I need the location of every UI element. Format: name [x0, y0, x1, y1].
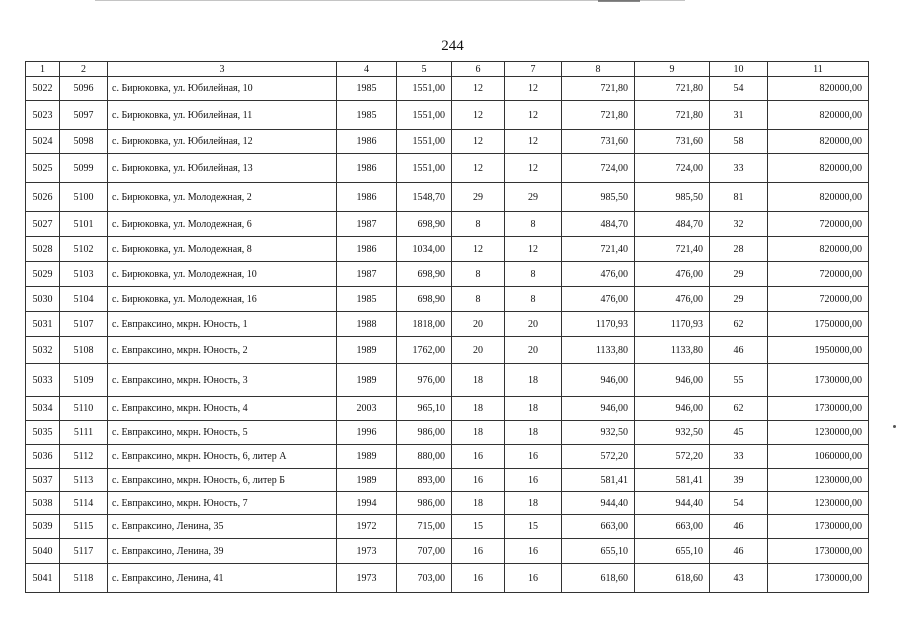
page-number: 244 [441, 38, 464, 54]
column-header: 3 [108, 62, 337, 77]
area-cell: 965,10 [397, 397, 452, 421]
column-header: 10 [710, 62, 768, 77]
column-6-cell: 8 [452, 212, 505, 237]
column-9-cell: 944,40 [635, 492, 710, 515]
column-6-cell: 16 [452, 445, 505, 469]
column-9-cell: 663,00 [635, 515, 710, 539]
address-cell: с. Евпраксино, мкрн. Юность, 6, литер А [108, 445, 337, 469]
area-cell: 1762,00 [397, 337, 452, 364]
table-row [26, 421, 869, 445]
column-9-cell: 476,00 [635, 262, 710, 287]
column-header: 2 [60, 62, 108, 77]
year-cell: 1973 [337, 539, 397, 564]
table-row [26, 130, 869, 154]
column-7-cell: 16 [505, 469, 562, 492]
row-number-cell: 5037 [26, 469, 60, 492]
column-6-cell: 15 [452, 515, 505, 539]
column-6-cell: 20 [452, 337, 505, 364]
column-7-cell: 8 [505, 262, 562, 287]
column-7-cell: 15 [505, 515, 562, 539]
column-8-cell: 618,60 [562, 564, 635, 593]
column-8-cell: 932,50 [562, 421, 635, 445]
value-cell: 720000,00 [768, 287, 869, 312]
table-row [26, 469, 869, 492]
registry-number-cell: 5099 [60, 154, 108, 183]
registry-number-cell: 5096 [60, 77, 108, 101]
registry-number-cell: 5113 [60, 469, 108, 492]
column-6-cell: 12 [452, 237, 505, 262]
column-header: 4 [337, 62, 397, 77]
area-cell: 703,00 [397, 564, 452, 593]
value-cell: 1230000,00 [768, 469, 869, 492]
scan-artifact-dot [893, 425, 896, 428]
address-cell: с. Евпраксино, мкрн. Юность, 2 [108, 337, 337, 364]
value-cell: 1950000,00 [768, 337, 869, 364]
table-row [26, 183, 869, 212]
table-row [26, 287, 869, 312]
column-7-cell: 20 [505, 337, 562, 364]
column-6-cell: 16 [452, 469, 505, 492]
address-cell: с. Евпраксино, Ленина, 39 [108, 539, 337, 564]
table-row [26, 101, 869, 130]
value-cell: 820000,00 [768, 237, 869, 262]
scan-artifact-top [95, 0, 685, 1]
row-number-cell: 5038 [26, 492, 60, 515]
registry-number-cell: 5103 [60, 262, 108, 287]
value-cell: 1730000,00 [768, 564, 869, 593]
column-8-cell: 476,00 [562, 262, 635, 287]
column-header: 5 [397, 62, 452, 77]
year-cell: 1994 [337, 492, 397, 515]
value-cell: 820000,00 [768, 183, 869, 212]
value-cell: 720000,00 [768, 212, 869, 237]
table-row [26, 397, 869, 421]
table-row [26, 445, 869, 469]
column-8-cell: 721,80 [562, 77, 635, 101]
column-header: 1 [26, 62, 60, 77]
year-cell: 1988 [337, 312, 397, 337]
year-cell: 1973 [337, 564, 397, 593]
table-row [26, 237, 869, 262]
row-number-cell: 5022 [26, 77, 60, 101]
column-10-cell: 46 [710, 539, 768, 564]
value-cell: 820000,00 [768, 101, 869, 130]
column-9-cell: 484,70 [635, 212, 710, 237]
registry-number-cell: 5102 [60, 237, 108, 262]
area-cell: 976,00 [397, 364, 452, 397]
year-cell: 1989 [337, 364, 397, 397]
column-7-cell: 12 [505, 77, 562, 101]
value-cell: 820000,00 [768, 130, 869, 154]
column-7-cell: 18 [505, 421, 562, 445]
column-10-cell: 46 [710, 515, 768, 539]
year-cell: 1987 [337, 262, 397, 287]
column-10-cell: 55 [710, 364, 768, 397]
registry-number-cell: 5108 [60, 337, 108, 364]
address-cell: с. Бирюковка, ул. Юбилейная, 11 [108, 101, 337, 130]
column-7-cell: 12 [505, 101, 562, 130]
column-7-cell: 18 [505, 492, 562, 515]
registry-number-cell: 5112 [60, 445, 108, 469]
area-cell: 715,00 [397, 515, 452, 539]
row-number-cell: 5036 [26, 445, 60, 469]
row-number-cell: 5033 [26, 364, 60, 397]
column-7-cell: 12 [505, 154, 562, 183]
column-10-cell: 43 [710, 564, 768, 593]
column-9-cell: 932,50 [635, 421, 710, 445]
year-cell: 1986 [337, 130, 397, 154]
column-9-cell: 1170,93 [635, 312, 710, 337]
year-cell: 1972 [337, 515, 397, 539]
column-9-cell: 721,80 [635, 101, 710, 130]
column-10-cell: 33 [710, 154, 768, 183]
column-9-cell: 476,00 [635, 287, 710, 312]
column-6-cell: 12 [452, 101, 505, 130]
area-cell: 1551,00 [397, 101, 452, 130]
area-cell: 698,90 [397, 212, 452, 237]
registry-number-cell: 5109 [60, 364, 108, 397]
registry-number-cell: 5107 [60, 312, 108, 337]
address-cell: с. Бирюковка, ул. Юбилейная, 13 [108, 154, 337, 183]
column-10-cell: 33 [710, 445, 768, 469]
column-7-cell: 18 [505, 397, 562, 421]
column-10-cell: 39 [710, 469, 768, 492]
year-cell: 1996 [337, 421, 397, 445]
value-cell: 1750000,00 [768, 312, 869, 337]
table-row [26, 154, 869, 183]
column-10-cell: 32 [710, 212, 768, 237]
address-cell: с. Евпраксино, мкрн. Юность, 4 [108, 397, 337, 421]
area-cell: 1034,00 [397, 237, 452, 262]
row-number-cell: 5023 [26, 101, 60, 130]
column-9-cell: 946,00 [635, 364, 710, 397]
table-row [26, 212, 869, 237]
column-9-cell: 731,60 [635, 130, 710, 154]
column-9-cell: 721,40 [635, 237, 710, 262]
column-6-cell: 29 [452, 183, 505, 212]
year-cell: 1986 [337, 183, 397, 212]
row-number-cell: 5028 [26, 237, 60, 262]
column-8-cell: 721,80 [562, 101, 635, 130]
column-6-cell: 16 [452, 564, 505, 593]
row-number-cell: 5039 [26, 515, 60, 539]
address-cell: с. Бирюковка, ул. Молодежная, 16 [108, 287, 337, 312]
column-6-cell: 18 [452, 364, 505, 397]
column-7-cell: 29 [505, 183, 562, 212]
registry-number-cell: 5111 [60, 421, 108, 445]
value-cell: 820000,00 [768, 77, 869, 101]
column-9-cell: 985,50 [635, 183, 710, 212]
column-number-row [26, 62, 869, 77]
row-number-cell: 5030 [26, 287, 60, 312]
table-row [26, 492, 869, 515]
year-cell: 1989 [337, 469, 397, 492]
value-cell: 1230000,00 [768, 421, 869, 445]
registry-number-cell: 5114 [60, 492, 108, 515]
column-6-cell: 18 [452, 421, 505, 445]
value-cell: 1730000,00 [768, 364, 869, 397]
scan-artifact-mark [598, 0, 640, 2]
area-cell: 1548,70 [397, 183, 452, 212]
column-6-cell: 18 [452, 492, 505, 515]
column-8-cell: 655,10 [562, 539, 635, 564]
row-number-cell: 5025 [26, 154, 60, 183]
registry-number-cell: 5098 [60, 130, 108, 154]
address-cell: с. Бирюковка, ул. Юбилейная, 12 [108, 130, 337, 154]
column-9-cell: 655,10 [635, 539, 710, 564]
address-cell: с. Бирюковка, ул. Молодежная, 6 [108, 212, 337, 237]
area-cell: 1818,00 [397, 312, 452, 337]
column-8-cell: 484,70 [562, 212, 635, 237]
column-7-cell: 16 [505, 539, 562, 564]
area-cell: 1551,00 [397, 130, 452, 154]
area-cell: 880,00 [397, 445, 452, 469]
area-cell: 986,00 [397, 421, 452, 445]
value-cell: 1230000,00 [768, 492, 869, 515]
column-10-cell: 54 [710, 77, 768, 101]
column-6-cell: 12 [452, 154, 505, 183]
row-number-cell: 5029 [26, 262, 60, 287]
column-8-cell: 946,00 [562, 397, 635, 421]
address-cell: с. Евпраксино, Ленина, 41 [108, 564, 337, 593]
column-header: 11 [768, 62, 869, 77]
year-cell: 1985 [337, 77, 397, 101]
row-number-cell: 5026 [26, 183, 60, 212]
column-7-cell: 20 [505, 312, 562, 337]
column-header: 6 [452, 62, 505, 77]
year-cell: 1985 [337, 287, 397, 312]
column-8-cell: 1170,93 [562, 312, 635, 337]
address-cell: с. Евпраксино, мкрн. Юность, 6, литер Б [108, 469, 337, 492]
year-cell: 1989 [337, 445, 397, 469]
area-cell: 698,90 [397, 262, 452, 287]
value-cell: 1730000,00 [768, 515, 869, 539]
column-8-cell: 724,00 [562, 154, 635, 183]
value-cell: 820000,00 [768, 154, 869, 183]
column-9-cell: 721,80 [635, 77, 710, 101]
area-cell: 1551,00 [397, 154, 452, 183]
column-10-cell: 29 [710, 262, 768, 287]
column-8-cell: 581,41 [562, 469, 635, 492]
year-cell: 1989 [337, 337, 397, 364]
area-cell: 698,90 [397, 287, 452, 312]
registry-number-cell: 5115 [60, 515, 108, 539]
column-8-cell: 1133,80 [562, 337, 635, 364]
value-cell: 1730000,00 [768, 397, 869, 421]
year-cell: 1986 [337, 154, 397, 183]
year-cell: 2003 [337, 397, 397, 421]
column-8-cell: 721,40 [562, 237, 635, 262]
table-row [26, 337, 869, 364]
column-7-cell: 16 [505, 445, 562, 469]
column-7-cell: 8 [505, 212, 562, 237]
address-cell: с. Евпраксино, Ленина, 35 [108, 515, 337, 539]
table-row [26, 77, 869, 101]
column-7-cell: 8 [505, 287, 562, 312]
table-row [26, 312, 869, 337]
column-8-cell: 731,60 [562, 130, 635, 154]
column-8-cell: 572,20 [562, 445, 635, 469]
address-cell: с. Евпраксино, мкрн. Юность, 5 [108, 421, 337, 445]
column-7-cell: 12 [505, 237, 562, 262]
registry-number-cell: 5100 [60, 183, 108, 212]
year-cell: 1985 [337, 101, 397, 130]
column-9-cell: 1133,80 [635, 337, 710, 364]
table-row [26, 515, 869, 539]
address-cell: с. Евпраксино, мкрн. Юность, 7 [108, 492, 337, 515]
registry-table [25, 61, 869, 593]
column-7-cell: 12 [505, 130, 562, 154]
column-6-cell: 12 [452, 130, 505, 154]
row-number-cell: 5032 [26, 337, 60, 364]
area-cell: 986,00 [397, 492, 452, 515]
column-7-cell: 18 [505, 364, 562, 397]
column-10-cell: 58 [710, 130, 768, 154]
registry-number-cell: 5118 [60, 564, 108, 593]
address-cell: с. Евпраксино, мкрн. Юность, 1 [108, 312, 337, 337]
column-10-cell: 62 [710, 312, 768, 337]
year-cell: 1987 [337, 212, 397, 237]
address-cell: с. Бирюковка, ул. Юбилейная, 10 [108, 77, 337, 101]
row-number-cell: 5035 [26, 421, 60, 445]
column-8-cell: 663,00 [562, 515, 635, 539]
registry-number-cell: 5097 [60, 101, 108, 130]
table-row [26, 564, 869, 593]
row-number-cell: 5027 [26, 212, 60, 237]
column-9-cell: 946,00 [635, 397, 710, 421]
column-6-cell: 8 [452, 287, 505, 312]
address-cell: с. Бирюковка, ул. Молодежная, 10 [108, 262, 337, 287]
table-row [26, 364, 869, 397]
column-9-cell: 572,20 [635, 445, 710, 469]
row-number-cell: 5041 [26, 564, 60, 593]
column-header: 8 [562, 62, 635, 77]
table-row [26, 262, 869, 287]
column-10-cell: 81 [710, 183, 768, 212]
column-6-cell: 18 [452, 397, 505, 421]
column-9-cell: 581,41 [635, 469, 710, 492]
column-10-cell: 31 [710, 101, 768, 130]
column-10-cell: 45 [710, 421, 768, 445]
column-header: 9 [635, 62, 710, 77]
registry-number-cell: 5101 [60, 212, 108, 237]
value-cell: 1730000,00 [768, 539, 869, 564]
value-cell: 720000,00 [768, 262, 869, 287]
value-cell: 1060000,00 [768, 445, 869, 469]
column-10-cell: 54 [710, 492, 768, 515]
column-8-cell: 944,40 [562, 492, 635, 515]
year-cell: 1986 [337, 237, 397, 262]
area-cell: 893,00 [397, 469, 452, 492]
row-number-cell: 5040 [26, 539, 60, 564]
column-7-cell: 16 [505, 564, 562, 593]
column-8-cell: 946,00 [562, 364, 635, 397]
address-cell: с. Евпраксино, мкрн. Юность, 3 [108, 364, 337, 397]
area-cell: 1551,00 [397, 77, 452, 101]
column-8-cell: 476,00 [562, 287, 635, 312]
column-10-cell: 28 [710, 237, 768, 262]
row-number-cell: 5024 [26, 130, 60, 154]
column-9-cell: 724,00 [635, 154, 710, 183]
registry-number-cell: 5104 [60, 287, 108, 312]
column-6-cell: 20 [452, 312, 505, 337]
registry-number-cell: 5110 [60, 397, 108, 421]
area-cell: 707,00 [397, 539, 452, 564]
registry-number-cell: 5117 [60, 539, 108, 564]
column-8-cell: 985,50 [562, 183, 635, 212]
table-row [26, 539, 869, 564]
column-header: 7 [505, 62, 562, 77]
column-6-cell: 8 [452, 262, 505, 287]
row-number-cell: 5031 [26, 312, 60, 337]
column-6-cell: 16 [452, 539, 505, 564]
column-6-cell: 12 [452, 77, 505, 101]
column-10-cell: 62 [710, 397, 768, 421]
column-10-cell: 29 [710, 287, 768, 312]
row-number-cell: 5034 [26, 397, 60, 421]
address-cell: с. Бирюковка, ул. Молодежная, 8 [108, 237, 337, 262]
address-cell: с. Бирюковка, ул. Молодежная, 2 [108, 183, 337, 212]
column-9-cell: 618,60 [635, 564, 710, 593]
column-10-cell: 46 [710, 337, 768, 364]
